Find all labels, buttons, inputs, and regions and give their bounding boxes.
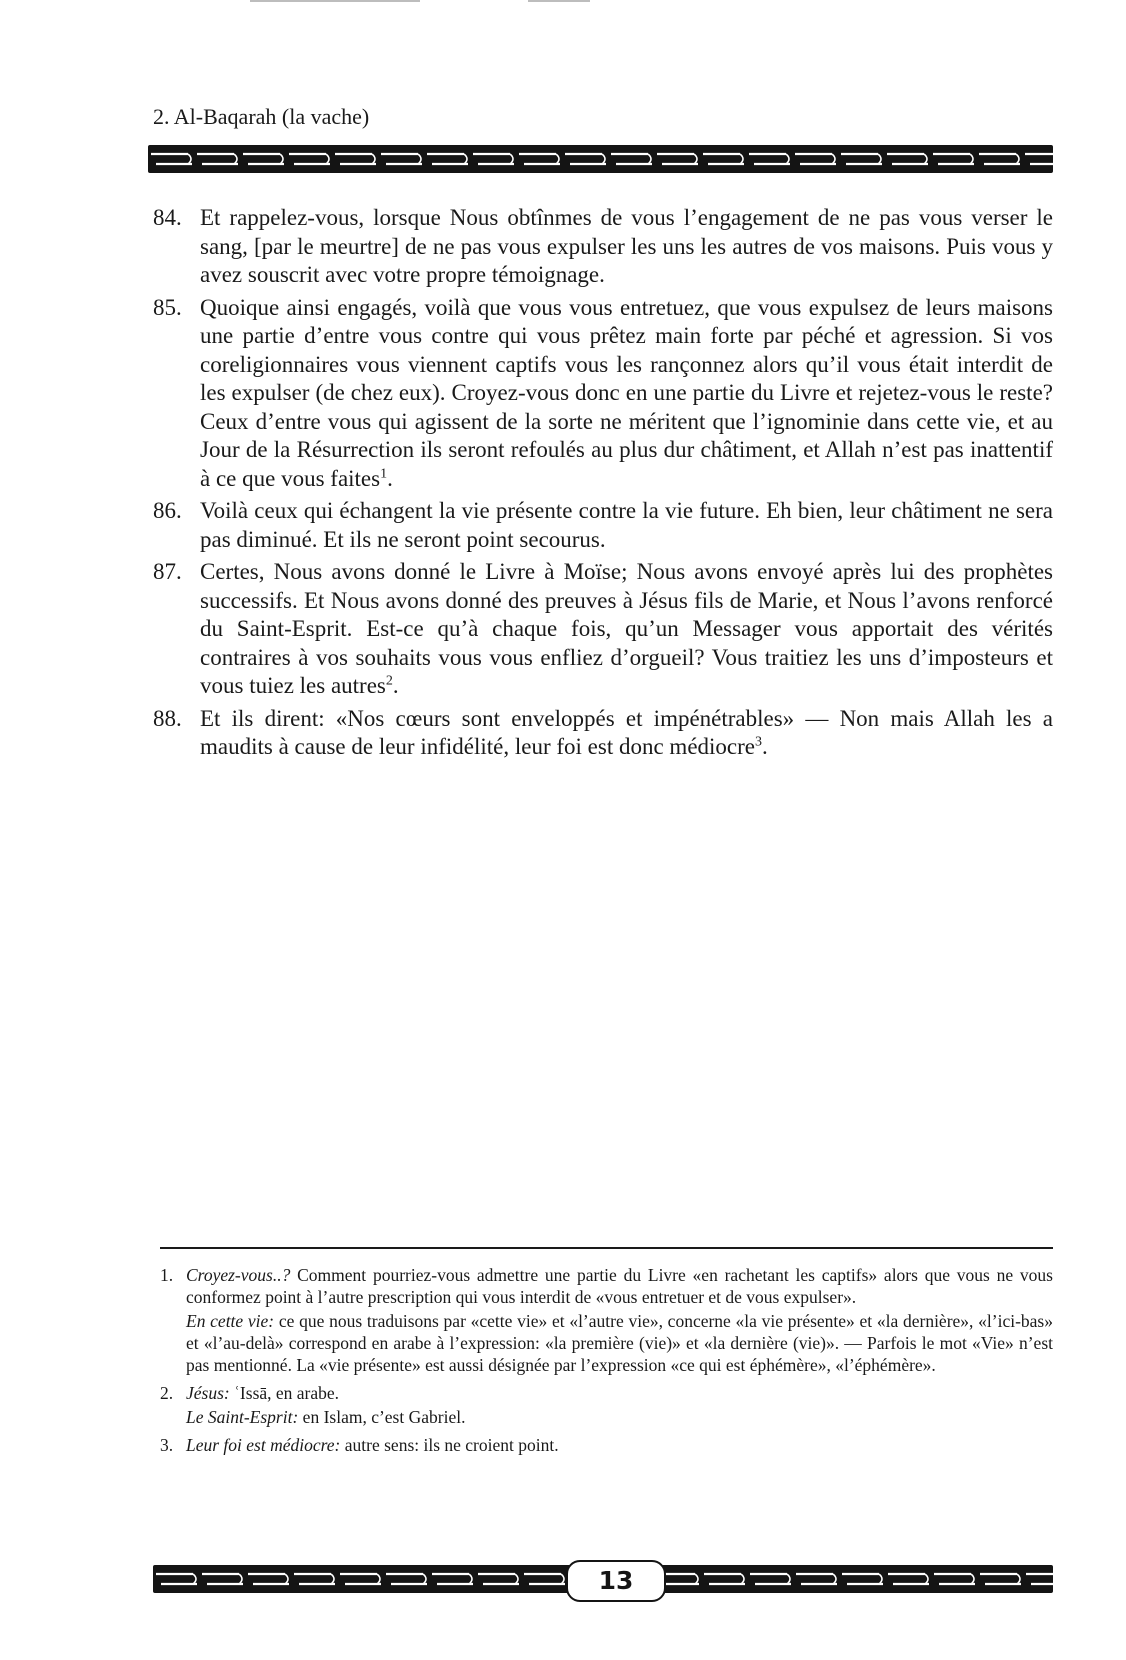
verse-text: Quoique ainsi engagés, voilà que vous vous entretuez, que vous expulsez de leurs maisons une partie d’entre vous contre qui vous prêtez main forte par péché et agression. Si vos coreligionnaires vous viennent captifs vous les rançonnez alors qu’il vous était interdit de les expulser (de chez eux). Croyez-vous donc en une partie du Livre et rejetez-vous le reste? Ceux d’entre vous qui agissent de la sorte ne méritent que l’ignominie dans cette vie, et au Jour de la Résurrection ils seront refoulés au plus dur châtiment, et Allah n’est pas inattentif à ce que vous faites	[200, 294, 1053, 491]
ornamental-band-bottom-right	[655, 1565, 1053, 1593]
footnote-paragraph	[186, 1264, 1053, 1308]
footnote-ref-2[interactable]: 2	[385, 673, 393, 689]
verse-number: 87.	[153, 559, 182, 584]
footnote-term: Le Saint-Esprit:	[186, 1407, 299, 1427]
ornament-pattern-bottom-left	[153, 1565, 573, 1593]
chapter-header: 2. Al-Baqarah (la vache)	[153, 104, 370, 129]
footnote-paragraph	[186, 1406, 1053, 1428]
verse-number: 85.	[153, 294, 182, 320]
verse-86	[153, 497, 1053, 554]
verse-number: 86.	[153, 498, 182, 523]
footnote-3	[160, 1434, 1053, 1456]
page-number: 13	[566, 1560, 666, 1602]
verse-list	[153, 204, 1053, 766]
verse-text-end: .	[762, 734, 768, 759]
footnote-body	[186, 1434, 1053, 1456]
footnote-paragraph	[186, 1434, 1053, 1456]
footnote-text: Comment pourriez-vous admettre une partie du Livre «en rachetant les captifs» alors que vous ne vous conformez point à l’autre prescription qui vous interdit de «vous entretuer et de vous expulser».	[186, 1265, 1053, 1307]
top-scan-line-left	[250, 0, 420, 2]
footnote-text: ʿIssā, en arabe.	[229, 1383, 340, 1403]
verse-text: Et ils dirent: «Nos cœurs sont enveloppés et impénétrables» — Non mais Allah les a maudits à cause de leur infidélité, leur foi est donc médiocre	[200, 705, 1053, 759]
verse-87	[153, 558, 1053, 701]
footnote-text: ce que nous traduisons par «cette vie» et «l’autre vie», concerne «la vie présente» et «la dernière», «l’ici-bas» et «l’au-delà» correspond en arabe à l’expression: «la première (vie)» et «la dernière (vie)». — Parfois le mot «Vie» n’est pas mentionné. La «vie présente» est aussi désignée par l’expression «ce qui est éphémère», «l’éphémère».	[186, 1311, 1053, 1375]
footnote-term: Croyez-vous..?	[186, 1265, 291, 1285]
top-scan-line-right	[528, 0, 590, 2]
verse-text: Voilà ceux qui échangent la vie présente contre la vie future. Eh bien, leur châtiment ne sera pas diminué. Et ils ne seront point secourus.	[200, 498, 1053, 552]
verse-text-container	[200, 705, 1053, 762]
footnote-ref-3[interactable]: 3	[755, 734, 762, 750]
footnote-separator	[160, 1247, 1053, 1249]
footnote-number: 1.	[160, 1265, 174, 1285]
verse-text-container	[200, 558, 1053, 701]
ornament-pattern-bottom-right	[655, 1565, 1053, 1593]
footnote-text: en Islam, c’est Gabriel.	[298, 1407, 466, 1427]
footnote-term: En cette vie:	[186, 1311, 275, 1331]
ornament-pattern-top	[148, 145, 1053, 173]
verse-number: 84.	[153, 205, 182, 230]
verse-text-container	[200, 294, 1053, 494]
verse-text-end: .	[387, 465, 393, 491]
footnote-term: Leur foi est médiocre:	[186, 1435, 341, 1455]
footnote-1	[160, 1264, 1053, 1376]
footnote-term: Jésus:	[186, 1383, 230, 1403]
ornamental-band-bottom-left	[153, 1565, 573, 1593]
ornamental-band-top	[148, 145, 1053, 173]
verse-85	[153, 294, 1053, 494]
footnote-body	[186, 1382, 1053, 1428]
verse-text-end: .	[392, 673, 399, 698]
verse-text: Certes, Nous avons donné le Livre à Moïse; Nous avons envoyé après lui des prophètes successifs. Et Nous avons donné des preuves à Jésus fils de Marie, et Nous l’avons renforcé du Saint-Esprit. Est-ce qu’à chaque fois, qu’un Messager vous apportait des vérités contraires à vos souhaits vous vous enfliez d’orgueil? Vous traitiez les uns d’imposteurs et vous tuiez les autres	[200, 559, 1053, 698]
footnote-number: 3.	[160, 1435, 174, 1455]
footnote-2	[160, 1382, 1053, 1428]
footnote-paragraph	[186, 1310, 1053, 1376]
footnote-text: autre sens: ils ne croient point.	[340, 1435, 559, 1455]
footnote-ref-1[interactable]: 1	[380, 465, 388, 481]
verse-88	[153, 705, 1053, 762]
footnote-number: 2.	[160, 1383, 174, 1403]
footnotes	[160, 1264, 1053, 1462]
footnote-body	[186, 1264, 1053, 1376]
footnote-paragraph	[186, 1382, 1053, 1404]
verse-number: 88.	[153, 705, 182, 731]
verse-text: Et rappelez-vous, lorsque Nous obtînmes de vous l’engagement de ne pas vous verser le sang, [par le meurtre] de ne pas vous expulser les uns les autres de vos maisons. Puis vous y avez souscrit avec votre propre témoignage.	[200, 205, 1053, 287]
verse-84	[153, 204, 1053, 290]
